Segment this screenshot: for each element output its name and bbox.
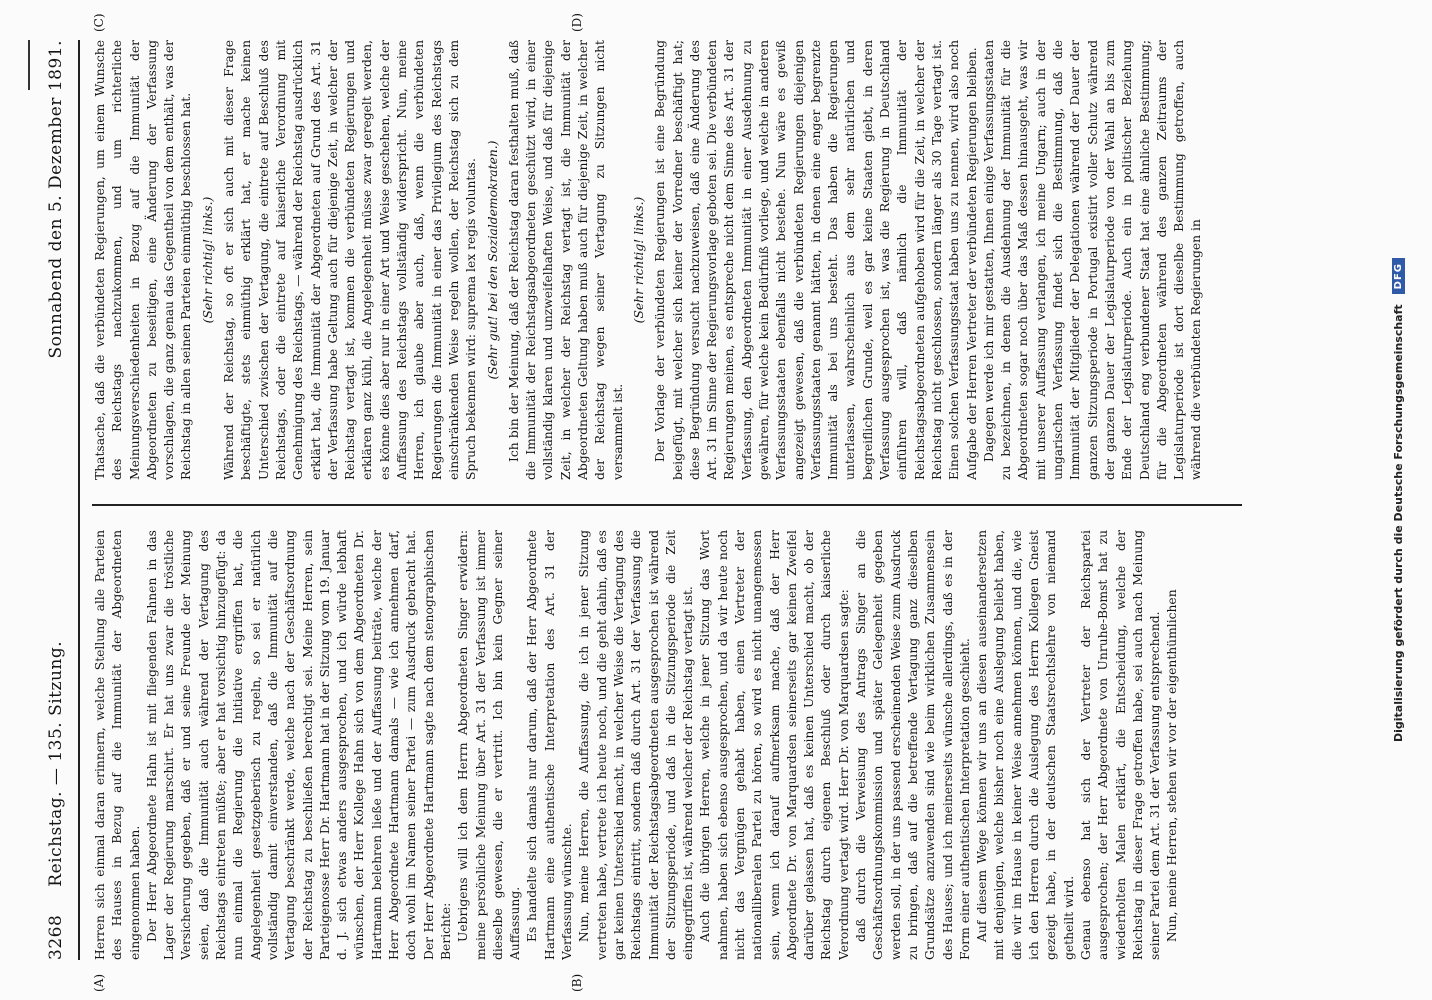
header-rule bbox=[78, 40, 80, 960]
digitization-credit bbox=[1392, 40, 1405, 960]
dfg-logo: DFG bbox=[1392, 258, 1405, 294]
margin-marker-d: (D) bbox=[570, 13, 584, 32]
paragraph: Herren sich einmal daran erinnern, welche Stellung alle Parteien des Hauses in Bezug auf die Immunität der Abgeordneten eingenommen haben. bbox=[93, 530, 142, 960]
page-number: 3268 bbox=[46, 914, 66, 960]
paragraph: Der Vorlage der verbündeten Regierungen ist eine Begründung beigefügt, mit welcher sich keiner der Vorredner beschäftigt hat; diese Begründung versucht nachzuweisen, daß eine Änderung des Art. 31 im Sinne der Regierungsvorlage geboten sei. Die verbündeten Regierungen meinen, es entspreche nicht dem Sinne des Art. 31 der Verfassung, den Abgeordneten Immunität in einer Ausdehnung zu gewähren, für welche kein Bedürfniß vorliege, und welche in anderen Verfassungsstaaten ebenfalls nicht bestehe. Nun wäre es gewiß angezeigt gewesen, daß die verbündeten Regierungen diejenigen Verfassungsstaaten genannt hätten, in denen eine enger begrenzte Immunität als bei uns besteht. Das haben die Regierungen unterlassen, wahrscheinlich aus dem sehr natürlichen und begreiflichen Grunde, weil es gar keine Staaten giebt, in deren Verfassung ausgesprochen ist, was die Regierung in Deutschland einführen will, daß nämlich die Immunität der Reichstagsabgeordneten aufgehoben wird für die Zeit, in welcher der Reichstag nicht geschlossen, sondern länger als 30 Tage vertagt ist. Einen solchen Verfassungsstaat haben uns zu nennen, wird also noch Aufgabe der Herren Vertreter der verbündeten Regierungen bleiben. bbox=[653, 40, 979, 480]
paragraph: Nun, meine Herren, die Auffassung, die ich in jener Sitzung vertreten habe, vertrete ich heute noch, und die geht dahin, daß es gar keinen Unterschied macht, in welcher Weise die Vertagung des Reichstags eintritt, sondern daß durch Art. 31 der Verfassung die Immunität der Reichstagsabgeordneten ausgesprochen ist während der Sitzungsperiode, und daß in die Sitzungsperiode die Zeit eingegriffen ist, während welcher der Reichstag vertagt ist. bbox=[577, 530, 696, 960]
credit-text: Digitalisierung gefördert durch die Deutsche Forschungsgemeinschaft bbox=[1392, 304, 1405, 743]
paragraph: Genau ebenso hat sich der Vertreter der Reichspartei ausgesprochen; der Herr Abgeordnete von Unruhe-Bomst hat zu wiederholten Malen erklärt, die Entscheidung, welche der Reichstag in dieser Frage getroffen habe, sei auch nach Meinung seiner Partei dem Art. 31 der Verfassung entsprechend. bbox=[1078, 530, 1163, 960]
interjection: (Sehr gut! bei den Sozialdemokraten.) bbox=[485, 140, 500, 380]
paragraph: Thatsache, daß die verbündeten Regierungen, um einem Wunsche des Reichstags nachzukommen, und um richterliche Meinungsverschiedenheiten in Bezug auf die Immunität der Abgeordneten zu beseitigen, eine Änderung der Verfassung vorschlagen, die ganz genau das Gegentheil von dem enthält, was der Reichstag in allen seinen Parteien einmüthig beschlossen hat. bbox=[93, 40, 194, 480]
paragraph: Der Herr Abgeordnete Hahn ist mit fliegenden Fahnen in das Lager der Regierung marschirt. Er hat uns zwar die tröstliche Versicherung gegeben, daß er und seine Freunde der Meinung seien, daß die Immunität auch während der Vertagung des Reichstags eintreten müßte; aber er hat vorsichtig hinzugefügt: da nun einmal die Regierung die Initiative ergriffen hat, die Angelegenheit gesetzgeberisch zu regeln, so sei er natürlich vollständig damit einverstanden, daß die Immunität auf die Vertagung beschränkt werde, welche nach der Geschäftsordnung der Reichstag zu beschließen berechtigt sei. Meine Herren, sein Parteigenosse Herr Dr. Hartmann hat in der Sitzung vom 19. Januar d. J. sich etwas anders ausgesprochen, und ich würde lebhaft wünschen, der Herr Kollege Hahn sich von dem Abgeordneten Dr. Hartmann belehren ließe und der Auffassung beiträte, welche der Herr Abgeordnete Hartmann damals — wie ich annehmen darf, doch wohl im Namen seiner Partei — zum Ausdruck gebracht hat. Der Herr Abgeordnete Hartmann sagte nach dem stenographischen Berichte: bbox=[144, 530, 453, 960]
quotation: daß durch die Verweisung des Antrags Singer an die Geschäftsordnungskommission und später Gelegenheit gegeben werden soll, in der uns passend erscheinenden Weise zum Ausdruck zu bringen, daß auf die betreffende Vertagung ganz dieselben Grundsätze anzuwenden sind wie beim wirklichen Zusammensein des Hauses; und ich meinerseits wünsche allerdings, daß es in der Form einer authentischen Interpretation geschieht. bbox=[854, 530, 972, 960]
right-column bbox=[92, 40, 1242, 480]
paragraph: Während der Reichstag, so oft er sich auch mit dieser Frage beschäftigte, stets einmüthig erklärt hat, er mache keinen Unterschied zwischen der Vertagung, die eintrete auf Beschluß des Reichstags, oder die eintrete auf kaiserliche Verordnung mit Genehmigung des Reichstags, — während der Reichstag ausdrücklich erklärt hat, die Immunität der Abgeordneten auf Grund des Art. 31 der Verfassung habe Geltung auch für diejenige Zeit, in welcher der Reichstag vertagt ist, kommen die verbündeten Regierungen und erklären ganz kühl, die Angelegenheit müsse zwar geregelt werden, es könne dies aber nur in einer Art und Weise geschehen, welche der Auffassung des Reichstags vollständig widerspricht. Nun, meine Herren, ich glaube aber auch, daß, wenn die verbündeten Regierungen die Immunität in einer das Privilegium des Reichstags einschränkenden Weise regeln wollen, der Reichstag sich zu dem Spruch bekennen wird: suprema lex regis voluntas. bbox=[222, 40, 479, 480]
interjection: (Sehr richtig! links.) bbox=[200, 196, 215, 324]
margin-marker-a: (A) bbox=[92, 973, 106, 992]
paragraph: Nun, meine Herren, stehen wir vor der eigenthümlichen bbox=[1165, 589, 1180, 942]
quotation: Uebrigens will ich dem Herrn Abgeordneten Singer erwidern: meine persönliche Meinung über Art. 31 der Verfassung ist immer dieselbe gewesen, die er vertritt. Ich bin kein Gegner seiner Auffassung. bbox=[456, 530, 523, 960]
paragraph: Dagegen werde ich mir gestatten, Ihnen einige Verfassungsstaaten zu bezeichnen, in denen die Ausdehnung der Immunität für die Abgeordneten sogar noch über das Maß dessen hinausgeht, was wir mit unserer Auffassung verlangen, ich meine Ungarn; auch in der ungarischen Verfassung findet sich die Bestimmung, daß die Immunität der Mitglieder der Delegationen während der Dauer der ganzen Sitzungsperiode in Portugal existirt voller Schutz während der ganzen Dauer der Legislaturperiode von der Wahl an bis zum Ende der Legislaturperiode. Auch ein in politischer Beziehung Deutschland eng verbundener Staat hat eine ähnliche Bestimmung; für die Abgeordneten während des ganzen Zeitraums der Legislaturperiode ist dort dieselbe Bestimmung getroffen, auch während die verbündeten Regierungen in bbox=[981, 40, 1204, 480]
publication-title: Reichstag. — 135. Sitzung. bbox=[46, 640, 66, 887]
left-column bbox=[92, 530, 1242, 960]
paragraph: Auch die übrigen Herren, welche in jener Sitzung das Wort nahmen, haben sich ebenso ausgesprochen, und da wir heute noch nicht das Vergnügen gehabt haben, einen Vertreter der nationalliberalen Partei zu hören, so wird es nicht unangemessen sein, wenn ich darauf aufmerksam mache, daß der Herr Abgeordnete Dr. von Marquardsen seinerseits gar keinen Zweifel darüber gelassen hat, daß es keinen Unterschied macht, ob der Reichstag durch eigenen Beschluß oder durch kaiserliche Verordnung vertagt wird. Herr Dr. von Marquardsen sagte: bbox=[698, 530, 851, 960]
header-left bbox=[46, 641, 66, 960]
running-header bbox=[46, 40, 74, 960]
margin-marker-c: (C) bbox=[92, 13, 106, 32]
quotation: Auf diesem Wege können wir uns an diesen auseinandersetzen mit denjenigen, welche bisher noch eine Auslegung beliebt haben, die wir im Hause in keiner Weise annehmen können, und die, wie ich den Herren durch die Auslegung des Herrn Kollegen Gneist gezeigt habe, in der deutschen Staatsrechtslehre von niemand getheilt wird. bbox=[975, 530, 1076, 960]
column-divider bbox=[92, 505, 1242, 507]
margin-marker-b: (B) bbox=[570, 973, 584, 992]
paragraph: Ich bin der Meinung, daß der Reichstag daran festhalten muß, daß die Immunität der Reichstagsabgeordneten geschützt wird, in einer vollständig klaren und unzweifelhaften Weise, und daß für diejenige Zeit, in welcher der Reichstag vertagt ist, die Immunität der Abgeordneten Geltung haben muß auch für diejenige Zeit, in welcher der Reichstag wegen seiner Vertagung zu Sitzungen nicht versammelt ist. bbox=[506, 40, 625, 480]
interjection: (Sehr richtig! links.) bbox=[631, 196, 646, 324]
scan-mark bbox=[28, 40, 30, 90]
session-date: Sonnabend den 5. Dezember 1891. bbox=[46, 40, 66, 359]
paragraph: Es handelte sich damals nur darum, daß der Herr Abgeordnete Hartmann eine authentische Interpretation des Art. 31 der Verfassung wünschte. bbox=[525, 530, 575, 960]
